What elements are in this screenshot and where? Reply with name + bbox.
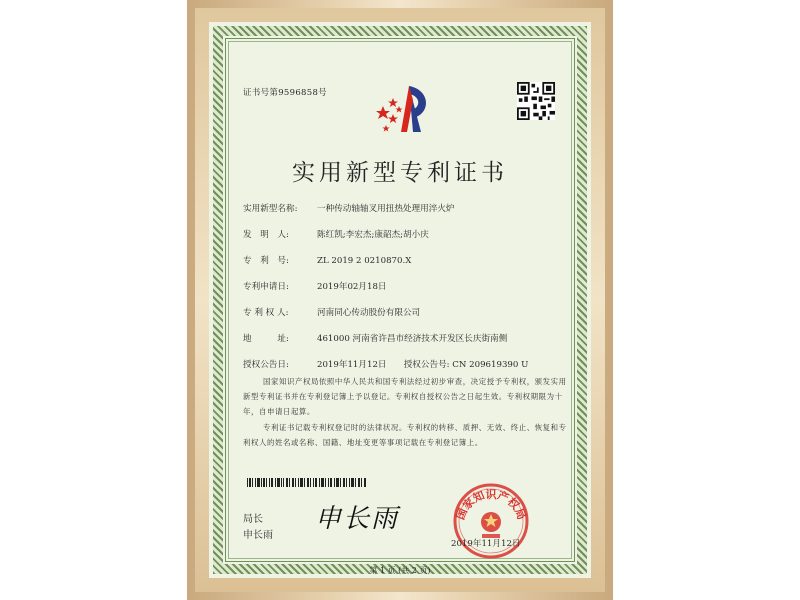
field-row-inventors bbox=[243, 228, 429, 240]
frame-inner-molding bbox=[195, 8, 605, 592]
page-footer: 第 1 页 (共 2 页) bbox=[369, 566, 431, 575]
certificate-title: 实用新型专利证书 bbox=[292, 160, 508, 186]
field-value: 一种传动轴轴叉用扭热处理用淬火炉 bbox=[317, 204, 455, 214]
field-row-grant-date bbox=[243, 358, 528, 370]
legal-paragraph-2: 专利证书记载专利权登记时的法律状况。专利权的转移、质押、无效、终止、恢复和专利权人的姓名或名称、国籍、地址变更等事项记载在专利登记簿上。 bbox=[243, 423, 567, 447]
field-value: 461000 河南省许昌市经济技术开发区长庆街南侧 bbox=[317, 334, 508, 344]
field-label: 实用新型名称: bbox=[243, 204, 298, 214]
signature-name: 申长雨 bbox=[243, 530, 273, 541]
barcode-icon bbox=[247, 478, 367, 487]
picture-frame bbox=[187, 0, 613, 600]
field-row-application-date bbox=[243, 280, 387, 292]
signature-title: 局长 bbox=[243, 514, 263, 525]
field-label: 地 址: bbox=[243, 334, 289, 344]
field-label: 授权公告日: bbox=[243, 360, 289, 370]
handwritten-signature: 申长雨 bbox=[315, 504, 400, 534]
field-row-patentee bbox=[243, 306, 420, 318]
patent-emblem-icon bbox=[369, 80, 439, 138]
field-value: 2019年11月12日 授权公告号: CN 209619390 U bbox=[317, 360, 529, 370]
certificate-paper bbox=[209, 22, 591, 578]
certificate-number: 证书号第9596858号 bbox=[243, 88, 327, 98]
field-row-utility-name bbox=[243, 202, 455, 214]
seal-date: 2019年11月12日 bbox=[451, 539, 521, 549]
field-value: 陈红凯;李宏杰;康韶杰;胡小庆 bbox=[317, 230, 429, 240]
official-seal-icon bbox=[436, 476, 546, 566]
field-label: 发 明 人: bbox=[243, 230, 289, 240]
legal-paragraph-1: 国家知识产权局依照中华人民共和国专利法经过初步审查，决定授予专利权，颁发实用新型专利证书并在专利登记簿上予以登记。专利权自授权公告之日起生效。专利权期限为十年，自申请日起算。 bbox=[243, 377, 567, 416]
field-row-address bbox=[243, 332, 507, 344]
field-label: 专 利 权 人: bbox=[243, 308, 289, 318]
field-value: ZL 2019 2 0210870.X bbox=[317, 256, 412, 266]
field-row-patent-number bbox=[243, 254, 411, 266]
seal-text: 国家知识产权局 bbox=[453, 488, 529, 522]
field-label: 专 利 号: bbox=[243, 256, 289, 266]
field-label: 专利申请日: bbox=[243, 282, 289, 292]
field-value: 2019年02月18日 bbox=[317, 282, 387, 292]
qr-code-icon bbox=[517, 82, 555, 120]
field-value: 河南同心传动股份有限公司 bbox=[317, 308, 421, 318]
